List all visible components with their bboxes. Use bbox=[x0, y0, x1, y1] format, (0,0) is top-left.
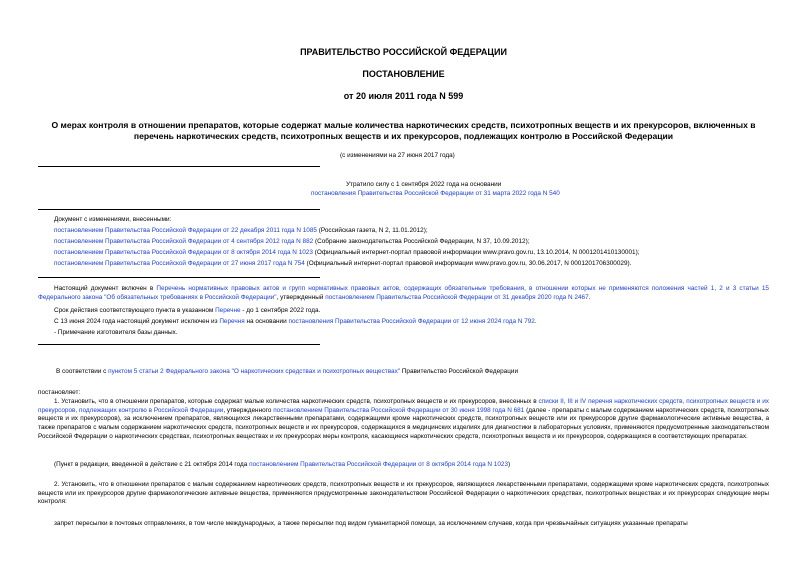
change-source: (Официальный интернет-портал правовой информации www.pravo.gov.ru, 13.10.2014, N 0001201410130001); bbox=[312, 249, 640, 256]
body-paragraph-2: 2. Установить, что в отношении препаратов с малым содержанием наркотических средств, психотропных веществ и их прекурсоров, являющихся лекарственными препаратами, содержащими кроме наркотических средств, психотропных веществ или их прекурсоров другие фармакологические активные вещества, применяются предусмотренные законодательством Российской Федерации о наркотических средствах, психотропных веществах и их прекурсорах следующие меры контроля: bbox=[38, 481, 769, 506]
change-source: (Российская газета, N 2, 11.01.2012); bbox=[316, 227, 428, 234]
intro-paragraph: В соответствии с пунктом 5 статьи 2 Федерального закона "О наркотических средствах и психотропных веществах" Правительство Российской Федерации bbox=[56, 368, 519, 375]
government-name: ПРАВИТЕЛЬСТВО РОССИЙСКОЙ ФЕДЕРАЦИИ bbox=[300, 47, 507, 57]
body-paragraph-1: 1. Установить, что в отношении препаратов, которые содержат малые количества наркотических средств, психотропных веществ и их прекурсоров, внесенных в списки II, III и IV перечня наркотических средств, психотропных веществ и их прекурсоров, подлежащих контролю в Российской Федерации, утвержденного постановлением Правительства Российской Федерации от 30 июня 1998 года N 681 (далее - препараты с малым содержанием наркотических средств, психотропных веществ и их прекурсоров), за исключением препаратов, являющихся лекарственными препаратами, содержащими кроме наркотических средств, психотропных веществ или их прекурсоров другие фармакологические активные вещества, а также препаратов с малым содержанием наркотических средств, психотропных веществ и их прекурсоров, содержащихся в медицинских изделиях для диагностики в лабораторных условиях, применяются предусмотренные законодательством Российской Федерации о наркотических средствах, психотропных веществах и их прекурсорах меры контроля, касающиеся наркотических средств, психотропных веществ и их прекурсоров, содержащихся в соответствующих препаратах. bbox=[38, 398, 769, 440]
change-link[interactable]: постановлением Правительства Российской Федерации от 22 декабря 2011 года N 1085 bbox=[54, 227, 317, 234]
divider bbox=[38, 209, 320, 210]
change-source: (Собрание законодательства Российской Федерации, N 37, 10.09.2012); bbox=[313, 238, 530, 245]
change-link[interactable]: постановлением Правительства Российской Федерации от 8 октября 2014 года N 1023 bbox=[54, 249, 313, 256]
postanovlenie-1023-link[interactable]: постановлением Правительства Российской Федерации от 8 октября 2014 года N 1023 bbox=[249, 461, 509, 468]
perechen-link[interactable]: Перечень нормативных правовых актов и групп нормативных правовых актов, содержащих обязательные требования, в отношении которых не применяются положения частей 1, 2 и 3 статьи 15 Федерального закона "Об обязательных требованиях в Российской Федерации" bbox=[38, 285, 769, 301]
expired-link[interactable]: постановления Правительства Российской Федерации от 31 марта 2022 года N 540 bbox=[311, 190, 560, 197]
body-paragraph-3: запрет пересылки в почтовых отправлениях, в том числе международных, а также пересылки под видом гуманитарной помощи, за исключением случаев, когда при чрезвычайных ситуациях указанные препараты bbox=[54, 520, 688, 527]
change-source: (Официальный интернет-портал правовой информации www.pravo.gov.ru, 30.06.2017, N 0001201706300029). bbox=[304, 260, 632, 267]
change-item bbox=[54, 238, 530, 247]
change-item bbox=[54, 249, 640, 258]
divider bbox=[38, 277, 320, 278]
lists-link[interactable]: списки II, III и IV перечня наркотических средств, психотропных веществ и их прекурсоров, подлежащих контролю в Российской Федерации bbox=[38, 398, 769, 414]
postanovlenie-681-link[interactable]: постановлением Правительства Российской Федерации от 30 июня 1998 года N 681 bbox=[273, 406, 525, 414]
document-date-number: от 20 июля 2011 года N 599 bbox=[343, 91, 464, 101]
perechnya-link[interactable]: Перечня bbox=[219, 318, 245, 325]
note-paragraph-2: Срок действия соответствующего пункта в указанном Перечне - до 1 сентября 2022 года. bbox=[54, 307, 321, 314]
change-item bbox=[54, 227, 428, 236]
postanovlenie-792-link[interactable]: постановления Правительства Российской Федерации от 12 июня 2024 года N 792 bbox=[288, 318, 535, 325]
postanovlenie-2467-link[interactable]: постановлением Правительства Российской Федерации от 31 декабря 2020 года N 2467 bbox=[325, 293, 589, 301]
expired-notice: Утратило силу с 1 сентября 2022 года на основании bbox=[346, 181, 502, 188]
document-title-line-2: перечень наркотических средств, психотропных веществ и их прекурсоров, подлежащих контролю в Российской Федерации bbox=[133, 131, 674, 141]
changes-heading: Документ с изменениями, внесенными: bbox=[54, 216, 172, 223]
document-type: ПОСТАНОВЛЕНИЕ bbox=[362, 69, 445, 79]
decrees-word: постановляет: bbox=[38, 389, 81, 396]
document-title-line-1: О мерах контроля в отношении препаратов, которые содержат малые количества наркотических средств, психотропных веществ и их прекурсоров, включенных в bbox=[51, 120, 756, 130]
note-paragraph-3: С 13 июня 2024 года настоящий документ исключен из Перечня на основании постановления Правительства Российской Федерации от 12 июня 2024 года N 792. bbox=[54, 318, 537, 325]
amended-note: (с изменениями на 27 июня 2017 года) bbox=[340, 152, 455, 159]
change-link[interactable]: постановлением Правительства Российской Федерации от 4 сентября 2012 года N 882 bbox=[54, 238, 314, 245]
change-item bbox=[54, 260, 631, 269]
divider bbox=[38, 344, 320, 345]
database-note: - Примечание изготовителя базы данных. bbox=[54, 329, 178, 336]
federal-law-link[interactable]: пунктом 5 статьи 2 Федерального закона "О наркотических средствах и психотропных веществах" bbox=[108, 368, 401, 375]
divider bbox=[38, 166, 320, 167]
change-link[interactable]: постановлением Правительства Российской Федерации от 27 июня 2017 года N 754 bbox=[54, 260, 305, 267]
amendment-note: (Пункт в редакции, введенной в действие с 21 октября 2014 года постановлением Правительства Российской Федерации от 8 октября 2014 года N 1023) bbox=[54, 461, 511, 468]
note-paragraph-1: Настоящий документ включен в Перечень нормативных правовых актов и групп нормативных правовых актов, содержащих обязательные требования, в отношении которых не применяются положения частей 1, 2 и 3 статьи 15 Федерального закона "Об обязательных требованиях в Российской Федерации", утвержденный постановлением Правительства Российской Федерации от 31 декабря 2020 года N 2467. bbox=[38, 285, 769, 301]
perechen-short-link[interactable]: Перечне bbox=[215, 307, 241, 314]
